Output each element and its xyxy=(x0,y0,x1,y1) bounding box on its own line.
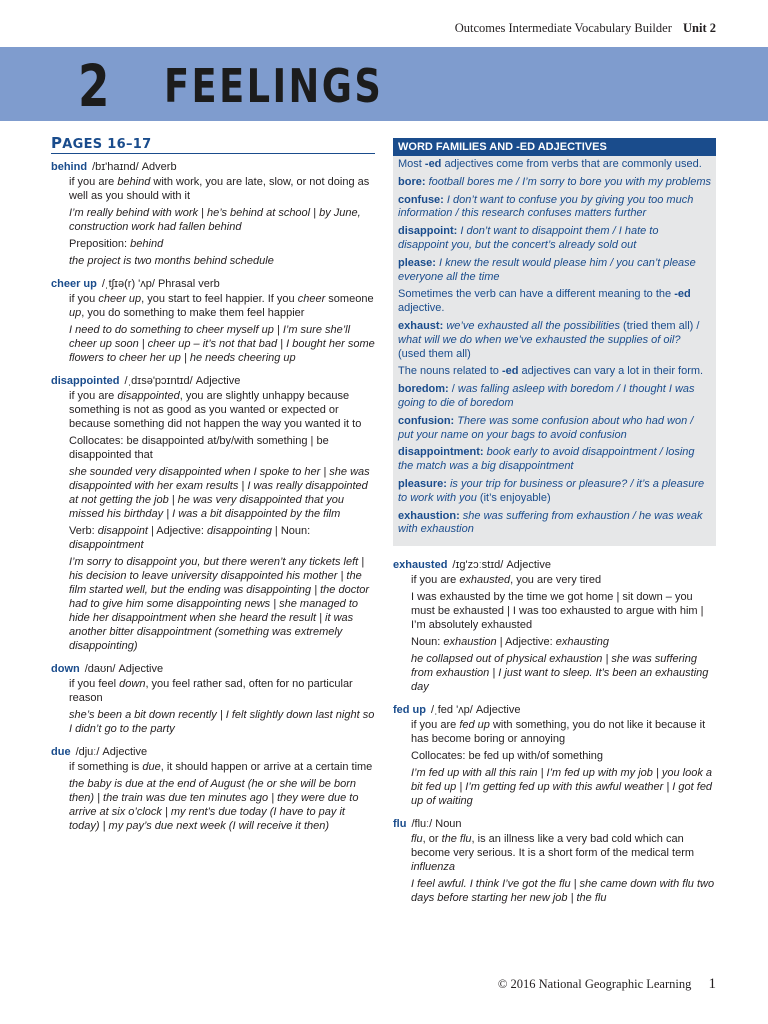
text-run: influenza xyxy=(411,861,456,874)
unit-banner xyxy=(0,47,768,121)
text-run: exhaustion xyxy=(443,636,497,649)
headword: fed up xyxy=(393,704,426,717)
text-run: disappoint: xyxy=(398,225,458,238)
text-run: is your trip for business or pleasure? / it’s a pleasure to work with you xyxy=(398,477,705,504)
entry-headline xyxy=(51,745,375,759)
word-forms xyxy=(411,635,716,649)
box-paragraph xyxy=(398,194,711,222)
entry-flu xyxy=(393,817,716,905)
box-paragraph xyxy=(398,383,711,411)
text-run: flu xyxy=(411,833,423,846)
pronunciation: /bɪ'haɪnd/ xyxy=(92,161,139,173)
text-run: with work, you are late, slow, or not doing as well as you should with it xyxy=(69,176,370,202)
text-run: if you are xyxy=(69,176,118,188)
box-paragraph xyxy=(398,510,711,538)
entry-fed-up xyxy=(393,703,716,808)
examples: the baby is due at the end of August (he or she will be born then) | the train was due ten minutes ago | they were due to arrive at six o’clock | my rent’s due today (I have to pay it today) | my pay’s due next week (I will receive it then) xyxy=(69,778,359,832)
entry-headline xyxy=(51,374,375,388)
headword: exhausted xyxy=(393,559,448,572)
entry-headline xyxy=(393,558,716,572)
headword: due xyxy=(51,746,71,758)
text-run: book early to avoid disappointment / losing the match was a big disappointment xyxy=(398,446,695,473)
text-run: if something is xyxy=(69,761,143,773)
text-run: , or xyxy=(422,833,442,846)
section-heading-rest: AGES 16–17 xyxy=(62,137,152,152)
box-paragraph xyxy=(398,320,711,361)
examples: I’m fed up with all this rain | I’m fed up with my job | you look a bit fed up | I’m getting fed up with this awful weather | I got fed up of waiting xyxy=(411,767,713,808)
box-paragraph xyxy=(398,257,711,285)
text-run: behind xyxy=(130,238,164,250)
text-run: adjectives can vary a lot in their form. xyxy=(518,365,704,378)
text-run: she was suffering from exhaustion / he was weak with exhaustion xyxy=(398,509,703,536)
text-run: pleasure: xyxy=(398,477,447,490)
box-paragraph xyxy=(398,176,711,190)
text-run: confusion: xyxy=(398,414,455,427)
part-of-speech: Adjective xyxy=(475,704,521,717)
word-families-box xyxy=(393,138,716,546)
definition xyxy=(69,760,375,774)
related-form xyxy=(69,237,375,251)
text-run: if you are xyxy=(411,574,460,587)
text-run: if you are xyxy=(69,390,118,402)
text-run: disappointment xyxy=(69,539,144,551)
entry-exhausted xyxy=(393,558,716,694)
entry-headline xyxy=(393,817,716,831)
text-run: down xyxy=(119,678,146,690)
headword: flu xyxy=(393,818,407,831)
text-run: the flu xyxy=(441,833,472,846)
collocates: Collocates: be fed up with/of something xyxy=(411,750,604,763)
right-column xyxy=(393,138,716,914)
entry-down xyxy=(51,662,375,736)
right-entries xyxy=(393,558,716,905)
definition xyxy=(69,389,375,431)
text-run: with something, you do not like it because it has become boring or annoying xyxy=(411,719,706,746)
pronunciation: /fluː/ xyxy=(411,818,433,831)
text-run: disappointed xyxy=(117,390,180,402)
collocates: Collocates: be disappointed at/by/with something | be disappointed that xyxy=(69,435,329,461)
examples: I was exhausted by the time we got home | sit down – you must be exhausted | I was too exhausted to argue with him | I’m absolutely exhausted xyxy=(411,591,704,632)
text-run: , you are very tired xyxy=(510,574,602,587)
box-paragraph xyxy=(398,365,711,379)
page-number: 1 xyxy=(708,976,716,992)
left-column xyxy=(51,134,375,842)
text-run: , you are slightly unhappy because something is not as good as you wanted or expected or because something did not happen the way you wanted it to xyxy=(69,390,362,430)
text-run: , you do something to make them feel happier xyxy=(81,307,305,319)
definition xyxy=(69,292,375,320)
definition xyxy=(69,175,375,203)
box-paragraph xyxy=(398,288,711,316)
pronunciation: /daʊn/ xyxy=(84,663,116,675)
pronunciation: /ˌfed 'ʌp/ xyxy=(431,704,473,717)
pronunciation: /ˌdɪsə'pɔɪntɪd/ xyxy=(124,375,193,387)
text-run: | Adjective: xyxy=(496,636,556,649)
text-run: Preposition: xyxy=(69,238,131,250)
running-head xyxy=(455,21,716,36)
text-run: -ed xyxy=(424,158,442,170)
text-run: cheer xyxy=(297,293,326,305)
part-of-speech: Adjective xyxy=(506,559,551,572)
definition xyxy=(69,677,375,705)
definition xyxy=(411,573,716,587)
text-run: if you are xyxy=(411,719,460,732)
text-run: if you xyxy=(69,293,99,305)
text-run: cheer up xyxy=(98,293,142,305)
text-run: adjectives come from verbs that are commonly used. xyxy=(441,158,702,170)
entry-headline xyxy=(51,662,375,676)
text-run: Most xyxy=(398,158,425,170)
text-run: , you feel rather sad, often for no particular reason xyxy=(69,678,353,704)
form-examples: I’m sorry to disappoint you, but there weren’t any tickets left | his decision to leave university disappointed his mother | the film started well, but the ending was disappointing | the doctor had to give him some disappointing news | she managed to hide her disappointment when she heard the result | it was another bitter disappointment (something was extremely disappointing) xyxy=(69,556,370,652)
text-run: / xyxy=(448,383,458,396)
definition xyxy=(411,832,716,874)
part-of-speech: Adverb xyxy=(141,161,177,173)
text-run: what will we do when we’ve exhausted the supplies of oil? xyxy=(398,333,681,346)
box-paragraph xyxy=(398,415,711,443)
text-run: I don’t want to disappoint them / I hate to disappoint you, but the concert’s already sold out xyxy=(398,225,659,251)
entry-disappointed xyxy=(51,374,375,653)
text-run: confuse: xyxy=(398,193,444,206)
box-paragraph xyxy=(398,478,711,506)
text-run: exhaust: xyxy=(398,319,444,332)
box-body xyxy=(393,156,716,546)
text-run: Verb: xyxy=(69,525,98,537)
footer xyxy=(498,976,716,993)
text-run: (tried them all) / xyxy=(619,319,700,332)
part-of-speech: Adjective xyxy=(102,746,148,758)
text-run: behind xyxy=(117,176,151,188)
section-heading-initial: P xyxy=(51,134,63,152)
text-run: Noun: xyxy=(411,636,444,649)
form-examples: he collapsed out of physical exhaustion | she was suffering from exhaustion | I just want to sleep. It’s been an exhausting day xyxy=(411,653,709,694)
text-run: was falling asleep with boredom / I thought I was going to die of boredom xyxy=(398,383,695,409)
text-run: someone xyxy=(325,293,374,305)
text-run: football bores me / I’m sorry to bore you with my problems xyxy=(428,175,712,188)
entry-headline xyxy=(51,160,375,174)
pronunciation: /ˌtʃɪə(r) 'ʌp/ xyxy=(101,278,155,290)
unit-label: Unit 2 xyxy=(683,21,716,35)
section-heading xyxy=(51,134,375,154)
examples: I need to do something to cheer myself up | I’m sure she’ll cheer up soon | cheer up – it’s not that bad | I bought her some flowers to cheer her up | he needs cheering up xyxy=(69,324,375,364)
text-run: exhaustion: xyxy=(398,509,460,522)
entry-headline xyxy=(51,277,375,291)
text-run: , is an illness like a very bad cold which can become very serious. It is a short form of the medical term xyxy=(411,833,695,860)
text-run: fed up xyxy=(459,719,490,732)
examples: I feel awful. I think I’ve got the flu | she came down with flu two days before starting her new job | the flu xyxy=(411,878,715,905)
text-run: please: xyxy=(398,256,436,269)
related-example: the project is two months behind schedule xyxy=(69,255,274,267)
examples: she sounded very disappointed when I spoke to her | she was disappointed with her exam results | I was really disappointed at not getting the job | he was very disappointed that you missed his birthday | I was a bit disappointed by the film xyxy=(69,466,370,520)
book-title: Outcomes Intermediate Vocabulary Builder xyxy=(454,21,672,35)
text-run: we’ve exhausted all the possibilities xyxy=(446,319,620,332)
entry-cheer-up xyxy=(51,277,375,365)
definition xyxy=(411,718,716,746)
text-run: exhausted xyxy=(459,574,511,587)
word-forms xyxy=(69,524,375,552)
text-run: Sometimes the verb can have a different meaning to the xyxy=(398,288,675,301)
pronunciation: /ɪg'zɔːstɪd/ xyxy=(452,559,504,572)
examples: she’s been a bit down recently | I felt slightly down last night so I didn’t go to the party xyxy=(69,709,375,735)
part-of-speech: Adjective xyxy=(195,375,241,387)
text-run: boredom: xyxy=(398,383,449,396)
text-run: , you start to feel happier. If you xyxy=(141,293,298,305)
entry-due xyxy=(51,745,375,833)
text-run: | Noun: xyxy=(271,525,311,537)
copyright: © 2016 National Geographic Learning xyxy=(497,977,692,991)
text-run: I don’t want to confuse you by giving you too much information / this research confuses matters further xyxy=(398,193,694,220)
text-run: exhausting xyxy=(555,636,609,649)
text-run: disappoint xyxy=(97,525,148,537)
left-entries xyxy=(51,160,375,833)
examples: I’m really behind with work | he’s behind at school | by June, construction work had fallen behind xyxy=(69,207,361,233)
box-title: WORD FAMILIES AND -ED ADJECTIVES xyxy=(393,138,716,156)
headword: down xyxy=(51,663,80,675)
entry-headline xyxy=(393,703,716,717)
text-run: bore: xyxy=(398,175,426,188)
unit-title: FEELINGS xyxy=(164,59,384,113)
text-run: I knew the result would please him / you can’t please everyone all the time xyxy=(398,256,696,283)
text-run: (it’s enjoyable) xyxy=(476,491,551,504)
text-run: disappointing xyxy=(207,525,272,537)
entry-behind xyxy=(51,160,375,268)
box-paragraph xyxy=(398,225,711,253)
text-run: , it should happen or arrive at a certain time xyxy=(160,761,373,773)
headword: behind xyxy=(51,161,88,173)
part-of-speech: Adjective xyxy=(118,663,164,675)
text-run: -ed xyxy=(674,288,691,301)
unit-number: 2 xyxy=(78,52,110,120)
box-paragraph xyxy=(398,446,711,474)
headword: disappointed xyxy=(51,375,120,387)
pronunciation: /djuː/ xyxy=(75,746,100,758)
headword: cheer up xyxy=(51,278,97,290)
box-paragraph xyxy=(398,158,711,172)
part-of-speech: Phrasal verb xyxy=(157,278,220,290)
text-run: (used them all) xyxy=(398,347,471,360)
text-run: due xyxy=(142,761,161,773)
text-run: if you feel xyxy=(69,678,120,690)
part-of-speech: Noun xyxy=(435,818,462,831)
text-run: There was some confusion about who had won / put your name on your bags to avoid confusion xyxy=(398,414,694,441)
text-run: up xyxy=(69,307,82,319)
text-run: -ed xyxy=(501,365,519,378)
text-run: adjective. xyxy=(398,302,445,315)
text-run: disappointment: xyxy=(398,446,484,459)
text-run: The nouns related to xyxy=(398,365,502,378)
text-run: | Adjective: xyxy=(147,525,208,537)
